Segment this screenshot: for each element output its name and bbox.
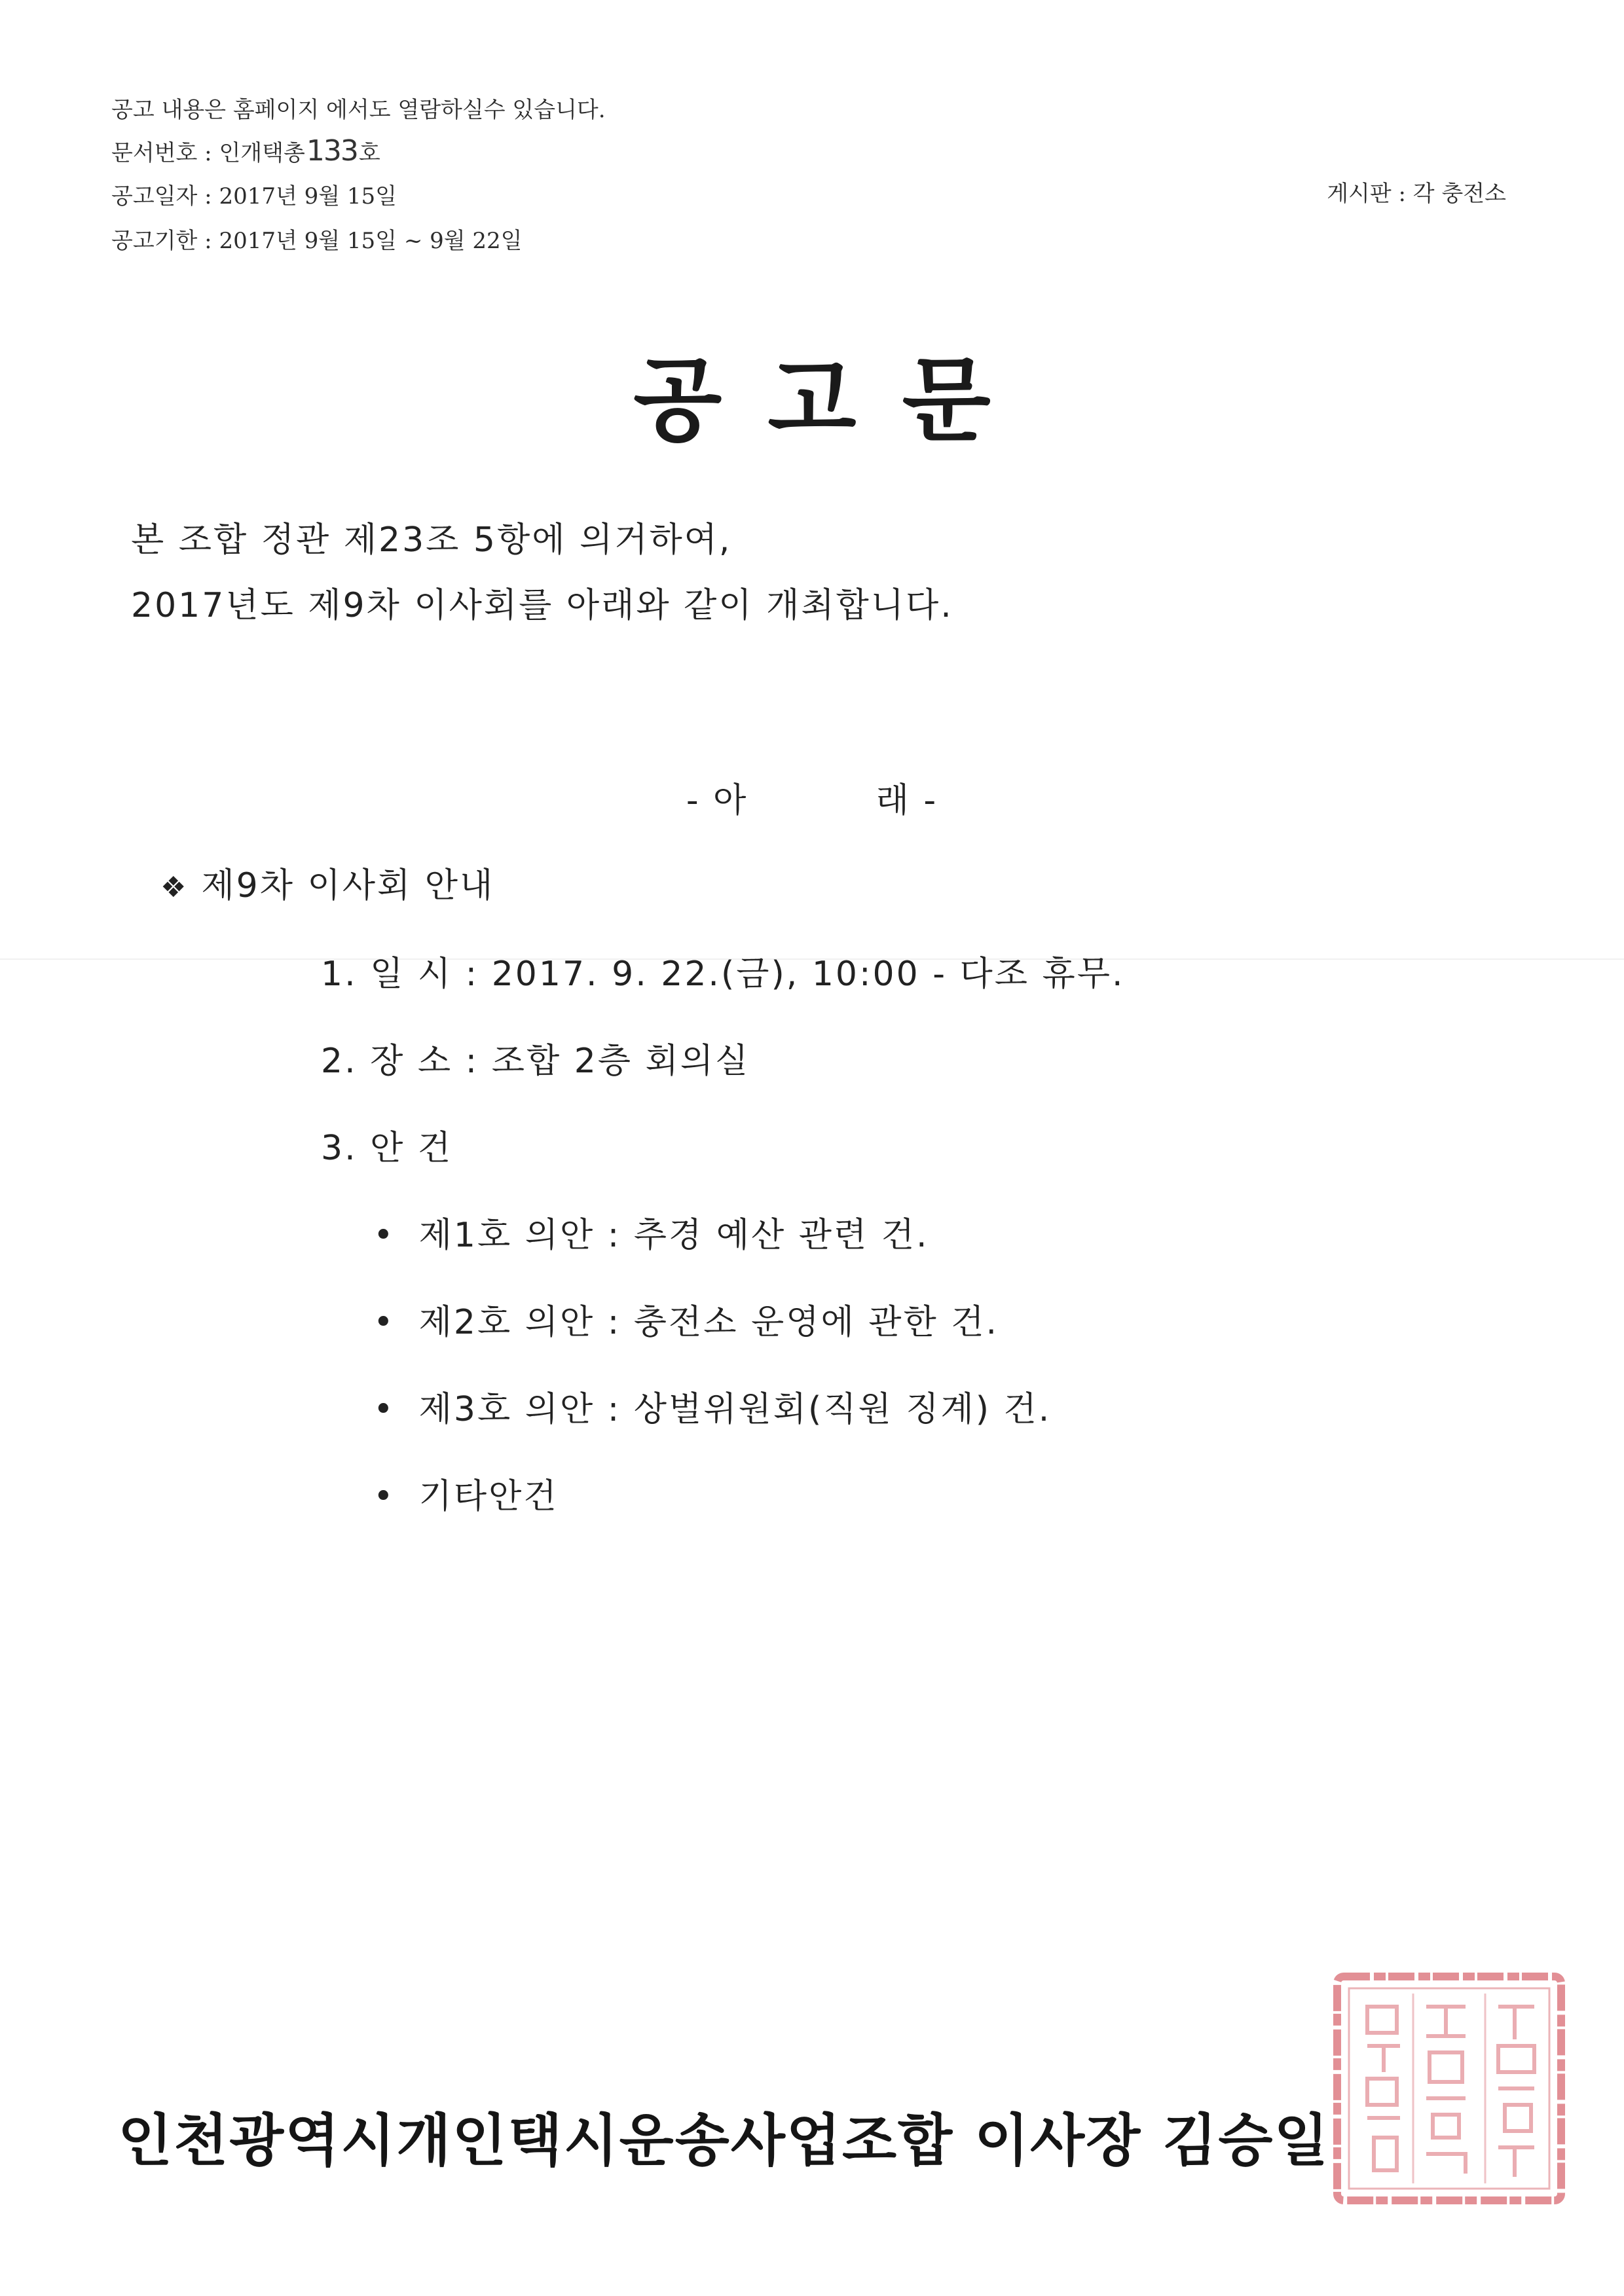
agenda-item: [373, 1468, 559, 1518]
agenda-item: [373, 1207, 929, 1256]
notice-web-line: 공고 내용은 홈페이지 에서도 열람하실수 있습니다.: [111, 97, 606, 123]
intro-line-2: 2017년도 제9차 이사회를 아래와 같이 개최합니다.: [131, 586, 953, 625]
notice-period: 공고기한 : 2017년 9월 15일 ~ 9월 22일: [111, 228, 523, 254]
list-item: 1. 일 시 : 2017. 9. 22.(금), 10:00 - 다조 휴무.: [321, 955, 1125, 994]
agenda-item-text: 제3호 의안 : 상벌위원회(직원 징계) 건.: [418, 1390, 1052, 1429]
document-number: [111, 134, 380, 168]
agenda-item-text: 기타안건: [418, 1477, 559, 1516]
intro-line-1: 본 조합 정관 제23조 5항에 의거하여,: [131, 520, 732, 560]
list-item: 2. 장 소 : 조합 2층 회의실: [321, 1042, 750, 1081]
section-heading: - 아 래 -: [686, 781, 938, 820]
bullet-icon: •: [373, 1477, 396, 1516]
bullet-icon: •: [373, 1390, 396, 1429]
bullet-icon: •: [373, 1303, 396, 1342]
agenda-item: [373, 1294, 999, 1343]
page-title: 공고문: [633, 348, 1037, 454]
bullet-icon: •: [373, 1216, 396, 1255]
agenda-item-text: 제2호 의안 : 충전소 운영에 관한 건.: [418, 1303, 999, 1342]
agenda-item: [373, 1381, 1051, 1430]
board-location: 게시판 : 각 충전소: [1327, 181, 1506, 207]
official-seal-stamp: [1328, 1967, 1570, 2210]
list-item: 3. 안 건: [321, 1129, 453, 1168]
notice-date: 공고일자 : 2017년 9월 15일: [111, 183, 397, 210]
diamond-icon: ❖: [160, 871, 189, 904]
notice-heading: [160, 858, 494, 907]
agenda-item-text: 제1호 의안 : 추경 예산 관련 건.: [418, 1216, 929, 1255]
document-number-handwritten: 133: [306, 134, 358, 168]
document-number-prefix: 문서번호 : 인개택총: [111, 140, 305, 166]
signatory-line: 인천광역시개인택시운송사업조합 이사장 김승일: [118, 2108, 1330, 2174]
notice-heading-text: 제9차 이사회 안내: [201, 866, 495, 905]
document-number-suffix: 호: [358, 140, 380, 166]
